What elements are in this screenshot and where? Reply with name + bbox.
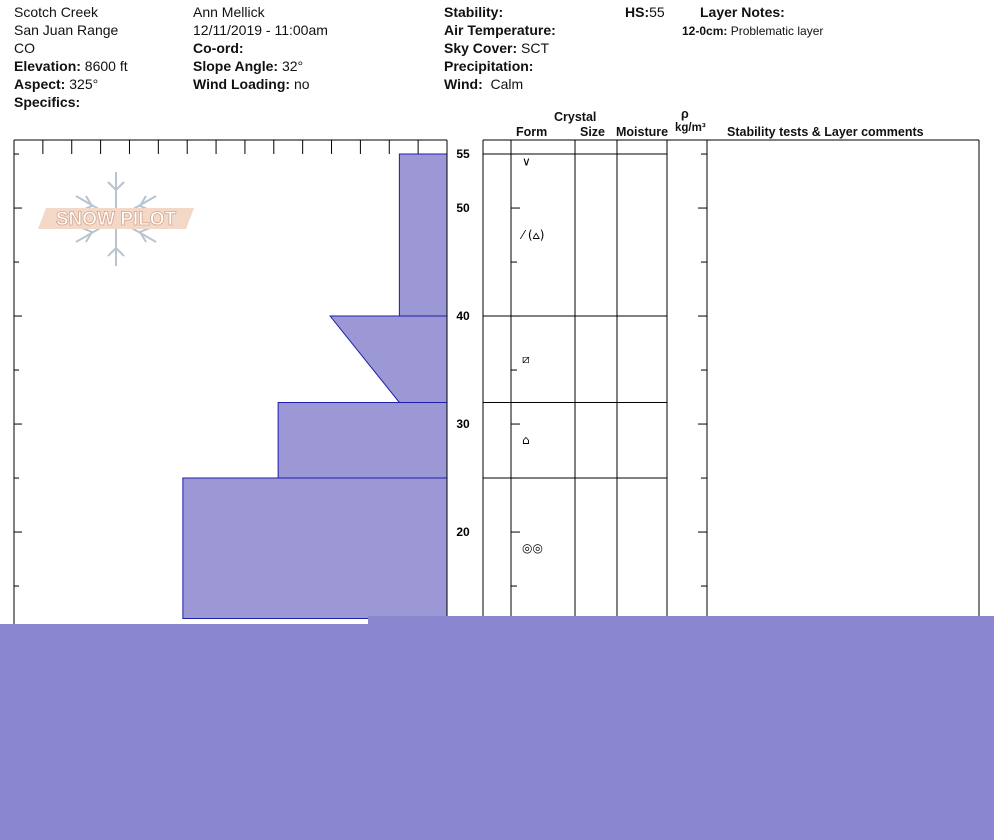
depth-tick-label: 20 — [456, 525, 470, 540]
surface-hoar-icon: ∨ — [522, 154, 531, 169]
wind-loading-label: Wind Loading: — [193, 76, 291, 92]
aspect-label: Aspect: — [14, 76, 66, 92]
density-rho: ρ — [681, 107, 689, 121]
hs-value: 55 — [649, 4, 665, 20]
hardness-layer — [278, 402, 447, 478]
form-header: Form — [516, 125, 548, 139]
wind-label: Wind: — [444, 76, 483, 92]
layer-notes-title: Layer Notes: — [700, 4, 785, 20]
layer-note-text: Problematic layer — [730, 24, 824, 38]
specifics-label: Specifics: — [14, 94, 81, 110]
crystal-header: Crystal — [554, 110, 597, 124]
observer-name: Ann Mellick — [193, 4, 265, 20]
hardness-layer — [183, 478, 447, 618]
wind-loading-value: no — [293, 76, 310, 92]
layer-note-range: 12-0cm: — [682, 24, 728, 38]
comments-header: Stability tests & Layer comments — [727, 125, 924, 139]
precipitation-particles-icon: ⁄ (⩟) — [522, 228, 545, 243]
sky-label: Sky Cover: — [444, 40, 518, 56]
overlay-panel — [0, 624, 994, 840]
stability-label: Stability: — [444, 4, 504, 20]
depth-tick-label: 30 — [456, 417, 470, 432]
air-temp-label: Air Temperature: — [444, 22, 556, 38]
rounding-facets-icon: ⌂ — [522, 433, 530, 448]
hardness-layer — [330, 316, 447, 402]
wind-value: Calm — [490, 76, 524, 92]
depth-tick-label: 55 — [456, 147, 470, 162]
aspect-value: 325° — [69, 76, 99, 92]
hardness-profile — [183, 154, 447, 618]
slope-label: Slope Angle: — [193, 58, 279, 74]
hardness-layer — [399, 154, 447, 316]
size-header: Size — [580, 125, 606, 139]
logo-text: SNOW PILOT — [55, 209, 177, 230]
crystal-forms — [519, 155, 544, 556]
state: CO — [14, 40, 35, 56]
sky-value: SCT — [521, 40, 550, 56]
moisture-header: Moisture — [616, 125, 669, 139]
density-unit: kg/m³ — [675, 122, 706, 134]
slope-value: 32° — [281, 58, 304, 74]
layer-table — [483, 140, 979, 640]
faceted-crystals-icon: ⧄ — [522, 352, 530, 367]
rounded-grains-icon: ◎◎ — [522, 541, 543, 556]
elevation-label: Elevation: — [14, 58, 81, 74]
mountain-range: San Juan Range — [14, 22, 119, 38]
depth-tick-label: 50 — [456, 201, 470, 216]
depth-tick-label: 40 — [456, 309, 470, 324]
observation-datetime: 12/11/2019 - 11:00am — [193, 22, 328, 38]
snowpilot-logo — [38, 172, 194, 266]
elevation-value: 8600 ft — [84, 58, 128, 74]
hs-label: HS: — [625, 4, 650, 20]
coord-label: Co-ord: — [193, 40, 244, 56]
precip-label: Precipitation: — [444, 58, 534, 74]
site-name: Scotch Creek — [14, 4, 99, 20]
